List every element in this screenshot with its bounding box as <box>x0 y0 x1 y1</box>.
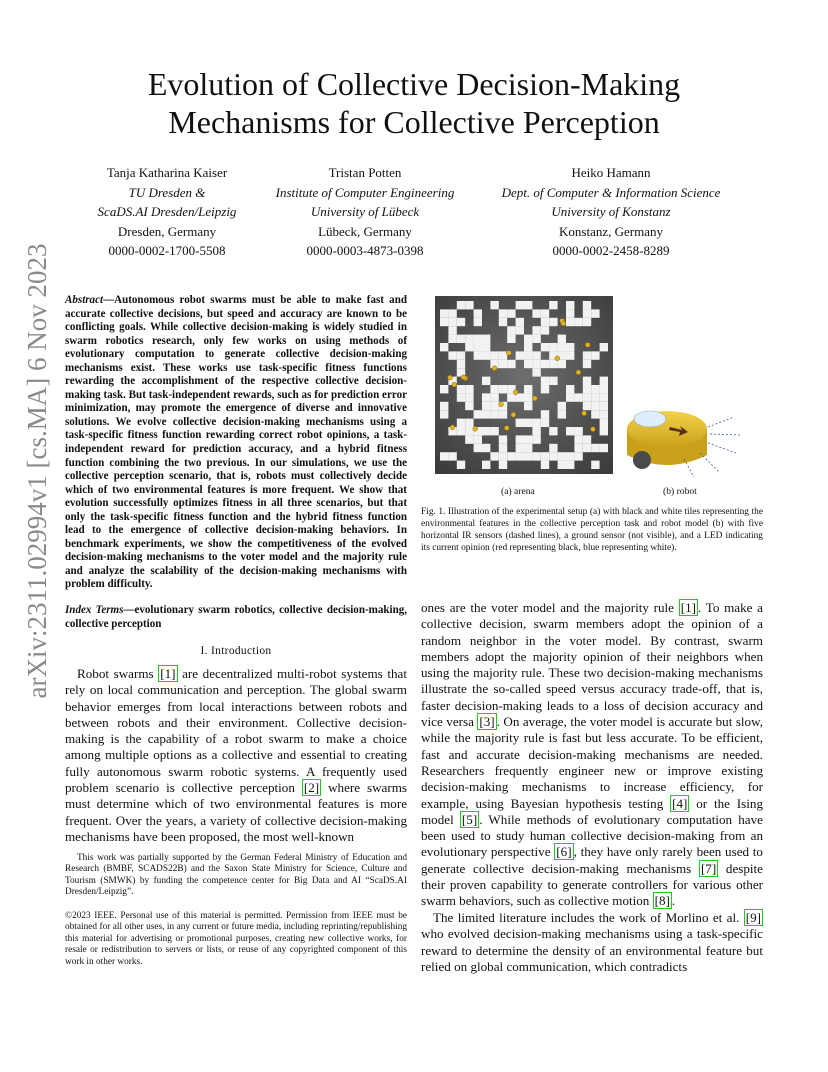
arena-tile <box>549 452 557 460</box>
paper-title <box>40 65 788 141</box>
arena-tile <box>600 410 608 418</box>
author-affiliation: ScaDS.AI Dresden/Leipzig <box>97 204 237 219</box>
arena-tile <box>558 335 566 343</box>
arena-tile <box>583 318 591 326</box>
citation-link[interactable]: [8] <box>654 893 670 909</box>
arena-tile <box>532 351 540 359</box>
arena-tile <box>457 427 465 435</box>
arena-robot <box>461 375 466 380</box>
citation-link[interactable]: [3] <box>479 714 495 730</box>
arena-robot <box>499 402 504 407</box>
arena-tile <box>524 343 532 351</box>
arena-tile <box>574 427 582 435</box>
arena-tile <box>532 326 540 334</box>
arena-tile <box>600 343 608 351</box>
abstract <box>65 294 407 592</box>
arena-tile <box>482 444 490 452</box>
arena-tile <box>541 343 549 351</box>
citation-link[interactable]: [5] <box>461 811 478 827</box>
arena-tile <box>482 402 490 410</box>
arena-tile <box>516 351 524 359</box>
arena-tile <box>465 301 473 309</box>
arena-tile <box>440 343 448 351</box>
arena-tile <box>532 452 540 460</box>
arena-tile <box>558 452 566 460</box>
author-block <box>240 163 490 261</box>
arena-tile <box>574 435 582 443</box>
arena-robot <box>511 412 516 417</box>
arena-robot <box>473 426 478 431</box>
arena-tile <box>600 402 608 410</box>
arena-tile <box>482 461 490 469</box>
arena-tile <box>524 444 532 452</box>
arena-tile <box>482 351 490 359</box>
arena-tile <box>583 360 591 368</box>
arena-tile <box>524 385 532 393</box>
arena-tile <box>465 393 473 401</box>
author-affiliation: University of Konstanz <box>551 204 671 219</box>
citation-link[interactable]: [9] <box>745 910 761 925</box>
arena-tile <box>541 309 549 317</box>
arena-tile <box>549 343 557 351</box>
arena-tile <box>583 435 591 443</box>
arena-tile <box>448 309 456 317</box>
arxiv-identifier: arXiv:2311.02994v1 [cs.MA] 6 Nov 2023 <box>22 243 52 699</box>
arena-tile <box>507 326 515 334</box>
text-run: Robot swarms <box>77 666 159 681</box>
arena-tile <box>532 335 540 343</box>
arena-tile <box>591 461 599 469</box>
author-orcid: 0000-0002-1700-5508 <box>108 243 226 258</box>
arena-tile <box>524 402 532 410</box>
arena-tile <box>583 309 591 317</box>
title-line: Evolution of Collective Decision-Making <box>147 66 681 102</box>
citation-link[interactable]: [4] <box>672 795 688 811</box>
arena-tile <box>591 444 599 452</box>
arena-tile <box>499 318 507 326</box>
author-block <box>486 163 736 261</box>
arena-tile <box>457 385 465 393</box>
author-location: Dresden, Germany <box>117 223 217 239</box>
arena-tile <box>524 301 532 309</box>
arena-tile <box>524 419 532 427</box>
text-run: are decentralized multi-robot systems that rely on local communication and perception. The global swarm behavior emerges from local interactions between robots and between robots and their environment. Collective decision-making is the capability of a robot swarm to make a choice among multiple options as a collective and essential to creating fully autonomous swarm robotic systems. A frequently used problem scenario is collective perception <box>65 666 407 796</box>
title-line: Mechanisms for Collective Perception <box>168 104 660 140</box>
arena-tile <box>499 410 507 418</box>
arena-robot <box>585 342 590 347</box>
arena-tile <box>482 377 490 385</box>
text-run: ones are the voter model and the majority rule <box>421 600 679 615</box>
arena-tile <box>532 419 540 427</box>
arena-tile <box>516 393 524 401</box>
arena-tile <box>566 427 574 435</box>
robot-image <box>622 403 762 479</box>
arena-tile <box>532 427 540 435</box>
arena-tile <box>600 419 608 427</box>
index-terms <box>65 604 407 631</box>
citation-link[interactable]: [6] <box>556 844 572 860</box>
arena-tile <box>600 377 608 385</box>
arena-tile <box>465 385 473 393</box>
author-name: Heiko Hamann <box>571 165 651 180</box>
arena-tile <box>524 335 532 343</box>
arena-tile <box>566 301 574 309</box>
text-run: . To make a collective decision, swarm members adopt the opinion of a random neighbor in the voter model. By contrast, swarm members adopt the majority opinion of their neighbors when using the majority rule. These two decision-making mechanisms illustrate the so-called speed versus accuracy trade-off, that is, faster decision-making leads to a loss of decision accuracy and vice versa <box>421 600 763 730</box>
arena-tile <box>440 402 448 410</box>
arena-tile <box>474 309 482 317</box>
arena-robot <box>448 375 453 380</box>
arena-tile <box>558 402 566 410</box>
arena-tile <box>482 335 490 343</box>
citation-link[interactable]: [2] <box>303 780 320 796</box>
arena-tile <box>448 326 456 334</box>
citation-link[interactable]: [7] <box>700 860 717 876</box>
arena-tile <box>465 435 473 443</box>
author-affiliation: Dept. of Computer & Information Science <box>501 184 721 200</box>
arena-tile <box>457 318 465 326</box>
arena-tile <box>583 377 591 385</box>
arena-tile <box>541 385 549 393</box>
arena-tile <box>558 343 566 351</box>
arena-tile <box>566 318 574 326</box>
arena-tile <box>549 427 557 435</box>
arena-tile <box>574 444 582 452</box>
arena-tile <box>583 351 591 359</box>
arena-tile <box>499 444 507 452</box>
arena-tile <box>457 351 465 359</box>
author-orcid: 0000-0003-4873-0398 <box>306 243 424 258</box>
arena-robot <box>492 366 497 371</box>
author-affiliation: Institute of Computer Engineering <box>275 184 455 200</box>
arena-tile <box>574 393 582 401</box>
arena-tile <box>490 427 498 435</box>
abstract-label: Abstract <box>65 294 104 306</box>
arena-tile <box>507 452 515 460</box>
arena-tile <box>532 368 540 376</box>
arena-tile <box>524 351 532 359</box>
arena-tile <box>591 402 599 410</box>
arena-robot <box>452 382 457 387</box>
arena-robot <box>504 426 509 431</box>
arena-tile <box>499 385 507 393</box>
arena-tile <box>465 427 473 435</box>
arena-tile <box>541 377 549 385</box>
arena-robot <box>555 356 560 361</box>
arena-tile <box>474 351 482 359</box>
text-run: , they have only rarely been used to generate collective decision-making mechanisms <box>421 844 763 876</box>
arena-tile <box>440 318 448 326</box>
arena-tile <box>541 461 549 469</box>
arena-tile <box>490 410 498 418</box>
arena-tile <box>516 326 524 334</box>
arena-tile <box>591 309 599 317</box>
arena-robot <box>591 427 596 432</box>
arena-tile <box>499 351 507 359</box>
arena-tile <box>482 427 490 435</box>
text-run: . On average, the voter model is accurate but slow, while the majority rule is fast but less accurate. To be efficient, fast and accurate decision-making mechanisms are needed. Researchers frequently engineer new or improve existing decision-making mechanisms to increase efficiency, for example, using Bayesian hypothesis testing <box>421 714 763 811</box>
author-location: Konstanz, Germany <box>559 223 663 239</box>
right-column-paragraph <box>421 600 763 910</box>
arena-tile <box>457 360 465 368</box>
citation-link[interactable]: [1] <box>160 666 176 681</box>
arena-tile <box>566 393 574 401</box>
arena-tile <box>591 410 599 418</box>
arena-tile <box>499 452 507 460</box>
arena-tile <box>541 452 549 460</box>
citation-link[interactable]: [1] <box>680 600 696 615</box>
arena-tile <box>583 444 591 452</box>
arena-tile <box>474 343 482 351</box>
arena-robot <box>582 411 587 416</box>
arena-tile <box>482 393 490 401</box>
arena-robot <box>532 396 537 401</box>
arena-tile <box>499 360 507 368</box>
intro-paragraph <box>65 666 407 845</box>
arena-tile <box>507 335 515 343</box>
arena-tile <box>583 385 591 393</box>
arena-tile <box>499 435 507 443</box>
author-location: Lübeck, Germany <box>318 223 412 239</box>
abstract-text: —Autonomous robot swarms must be able to make fast and accurate collective decisions, but speed and accuracy are known to be conflicting goals. While collective decision-making is widely studied in swarm robotics research, only few works on using methods of evolutionary computation to generate collective decision-making mechanisms exist. These works use task-specific fitness functions rewarding the accomplishment of the respective collective decision-making task. But task-independent rewards, such as for prediction error minimization, may promote the emergence of diverse and innovative solutions. We evolve collective decision-making mechanisms using a task-specific fitness function rewarding correct robot opinions, a task-independent reward for prediction accuracy, and a hybrid fitness function combining the two previous. In our simulations, we use the collective perception scenario, that is, robots must collectively decide which of two environmental features is more frequent. We show that evolution successfully optimizes fitness in all three scenarios, but that only the task-specific fitness function and the hybrid fitness function lead to the emergence of collective decision-making behaviors. In benchmark experiments, we show the competitiveness of the evolved decision-making mechanisms to the voter model and the majority rule and analyze the scalability of the decision-making mechanisms with problem difficulty. <box>65 294 407 591</box>
arena-tile <box>490 393 498 401</box>
author-affiliation: TU Dresden & <box>128 184 206 200</box>
text-run: . While methods of evolutionary computation have been used to study human collective decision-making from an evolutionary perspective <box>421 811 763 860</box>
arena-tile <box>440 309 448 317</box>
author-name: Tristan Potten <box>328 165 402 180</box>
arena-tile <box>482 343 490 351</box>
arena-tile <box>516 419 524 427</box>
arena-tile <box>591 385 599 393</box>
arena-tile <box>490 385 498 393</box>
arena-tile <box>516 318 524 326</box>
arena-tile <box>448 351 456 359</box>
copyright-notice: ©2023 IEEE. Personal use of this material is permitted. Permission from IEEE must be obtained for all other uses, in any current or future media, including reprinting/republishing this material for advertising or promotional purposes, creating new collective works, for resale or redistribution to servers or lists, or reuse of any copyrighted component of this work in other works. <box>65 911 407 967</box>
arena-tile <box>541 360 549 368</box>
arena-tile <box>549 360 557 368</box>
arena-tile <box>591 393 599 401</box>
arena-tile <box>474 444 482 452</box>
arena-tile <box>600 393 608 401</box>
arena-tile <box>465 419 473 427</box>
arena-tile <box>499 309 507 317</box>
arena-tile <box>600 385 608 393</box>
arena-tile <box>574 452 582 460</box>
arena-tile <box>474 435 482 443</box>
arena-tile <box>516 301 524 309</box>
text-run: who evolved decision-making mechanisms using a task-specific reward to determine the density of an environmental feature but relied on global communication, which contradicts <box>421 926 763 974</box>
arena-tile <box>490 301 498 309</box>
arena-tile <box>541 419 549 427</box>
arena-tile <box>457 419 465 427</box>
arena-tile <box>549 301 557 309</box>
author-name: Tanja Katharina Kaiser <box>106 165 228 180</box>
arena-tile <box>566 461 574 469</box>
arena-tile <box>583 393 591 401</box>
arena-tile <box>440 410 448 418</box>
text-run: . <box>671 893 676 909</box>
text-run: where swarms must determine which of two environmental features is more frequent. Over the years, a variety of collective decision-making mechanisms have been proposed, the most well-known <box>65 780 407 844</box>
arena-tile <box>549 377 557 385</box>
arena-tile <box>440 385 448 393</box>
arena-tile <box>516 452 524 460</box>
arena-tile <box>448 318 456 326</box>
author-orcid: 0000-0002-2458-8289 <box>552 243 670 258</box>
arena-robot <box>576 370 581 375</box>
arena-robot <box>561 321 566 326</box>
arena-tile <box>558 461 566 469</box>
arena-tile <box>524 435 532 443</box>
arena-robot <box>450 425 455 430</box>
arena-tile <box>524 360 532 368</box>
arena-tile <box>566 309 574 317</box>
arena-tile <box>465 343 473 351</box>
arena-tile <box>558 360 566 368</box>
arena-tile <box>524 393 532 401</box>
arena-tile <box>591 351 599 359</box>
figure-label-robot: (b) robot <box>663 486 697 497</box>
text-run: or the Ising model <box>421 795 763 827</box>
arena-tile <box>457 301 465 309</box>
arena-tile <box>541 318 549 326</box>
figure-label-arena: (a) arena <box>501 486 535 497</box>
arena-tile <box>532 435 540 443</box>
arena-tile <box>516 435 524 443</box>
arena-tile <box>490 402 498 410</box>
arena-tile <box>482 410 490 418</box>
arena-tile <box>549 444 557 452</box>
section-heading: I. Introduction <box>200 645 272 657</box>
arena-tile <box>566 452 574 460</box>
funding-footnote: This work was partially supported by the German Federal Ministry of Education and Research (BMBF, SCADS22B) and the Saxon State Ministry for Science, Culture and Tourism (SMWK) by funding the competence center for Big Data and AI “ScaDS.AI Dresden/Leipzig”. <box>65 853 407 898</box>
arena-tile <box>574 318 582 326</box>
arena-tile <box>549 318 557 326</box>
arena-tile <box>457 461 465 469</box>
arena-tile <box>499 461 507 469</box>
arena-tile <box>566 343 574 351</box>
figure-caption: Fig. 1. Illustration of the experimental setup (a) with black and white tiles representing the environmental features in the collective perception task and robot model (b) with five horizontal IR sensors (dashed lines), a ground sensor (not visible), and a LED indicating its current opinion (red representing black, blue representing white). <box>421 507 763 553</box>
right-column-paragraph <box>421 910 763 975</box>
arena-tile <box>532 360 540 368</box>
arena-tile <box>465 335 473 343</box>
arena-tile <box>507 360 515 368</box>
arena-tile <box>474 318 482 326</box>
arena-tile <box>440 452 448 460</box>
arena-robot <box>506 351 511 356</box>
arena-tile <box>490 351 498 359</box>
index-terms-text: —evolutionary swarm robotics, collective decision-making, collective perception <box>65 604 408 630</box>
arena-tile <box>566 351 574 359</box>
author-affiliation: University of Lübeck <box>310 204 420 219</box>
arena-tile <box>516 444 524 452</box>
arena-tile <box>558 410 566 418</box>
arena-image <box>432 293 616 477</box>
arena-tile <box>507 309 515 317</box>
arena-tile <box>566 385 574 393</box>
arena-tile <box>490 452 498 460</box>
arena-tile <box>474 410 482 418</box>
index-terms-label: Index Terms <box>65 604 124 616</box>
arena-tile <box>448 335 456 343</box>
arena-tile <box>524 452 532 460</box>
arena-tile <box>600 444 608 452</box>
text-run: despite their proven capability to generate controllers for various other swarm behaviors, such as collective motion <box>421 860 763 909</box>
arena-tile <box>541 326 549 334</box>
arena-tile <box>583 301 591 309</box>
arena-tile <box>457 393 465 401</box>
arena-tile <box>474 335 482 343</box>
arena-tile <box>457 335 465 343</box>
arena-tile <box>465 402 473 410</box>
arena-tile <box>583 402 591 410</box>
text-run: The limited literature includes the work of Morlino et al. <box>433 910 744 925</box>
arena-tile <box>532 309 540 317</box>
arena-tile <box>541 410 549 418</box>
arena-tile <box>448 452 456 460</box>
arena-robot <box>513 390 518 395</box>
arena-tile <box>600 427 608 435</box>
